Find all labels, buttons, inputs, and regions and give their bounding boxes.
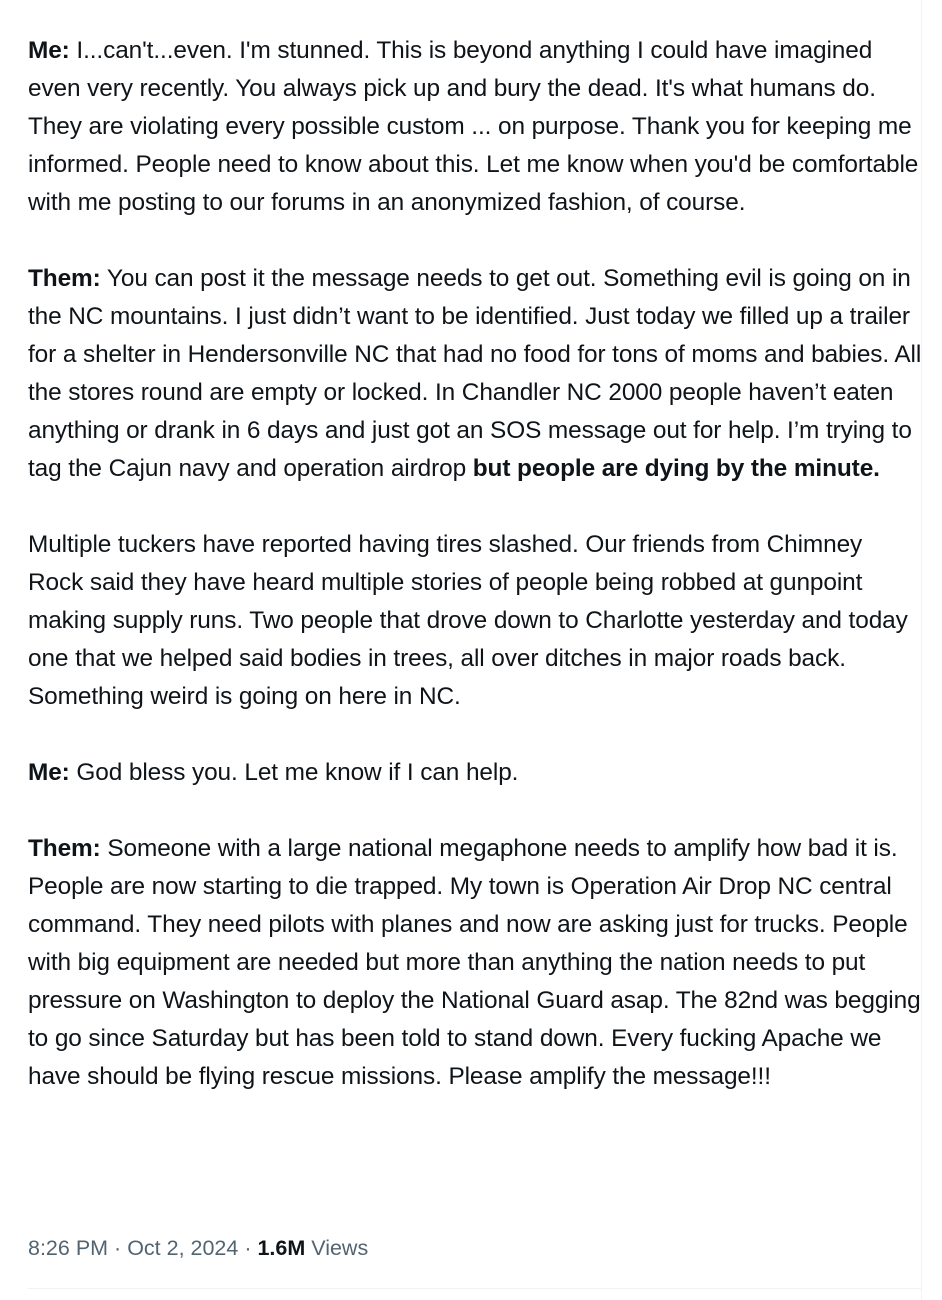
tweet-meta — [28, 1232, 368, 1264]
message-text: God bless you. Let me know if I can help. — [69, 759, 519, 786]
message-them-1 — [28, 260, 922, 488]
message-them-3 — [28, 830, 922, 1096]
speaker-label: Them: — [28, 835, 101, 862]
message-emphasis: but people are dying by the minute. — [472, 455, 880, 482]
views-label: Views — [305, 1236, 369, 1260]
message-text: Someone with a large national megaphone needs to amplify how bad it is. People are now starting to die trapped. My town is Operation Air Drop NC central command. They need pilots with planes and now are asking just for trucks. People with big equipment are needed but more than anything the nation needs to put pressure on Washington to deploy the National Guard asap. The 82nd was begging to go since Saturday but has been told to stand down. Every fucking Apache we have should be flying rescue missions. Please amplify the message!!! — [28, 835, 921, 1090]
message-me-1 — [28, 32, 922, 222]
divider — [28, 1288, 921, 1289]
tweet-text — [28, 32, 922, 1096]
meta-separator: · — [238, 1236, 258, 1260]
speaker-label: Them: — [28, 265, 101, 292]
tweet-date[interactable]: Oct 2, 2024 — [127, 1236, 239, 1260]
message-me-2 — [28, 754, 922, 792]
message-text: You can post it the message needs to get out. Something evil is going on in the NC mountains. I just didn’t want to be identified. Just today we filled up a trailer for a shelter in Hendersonville NC that had no food for tons of moms and babies. All the stores round are empty or locked. In Chandler NC 2000 people haven’t eaten anything or drank in 6 days and just got an SOS message out for help. I’m trying to tag the Cajun navy and operation airdrop — [28, 265, 922, 482]
message-them-2 — [28, 526, 922, 716]
views-count: 1.6M — [257, 1236, 306, 1260]
message-text: Multiple tuckers have reported having tires slashed. Our friends from Chimney Rock said they have heard multiple stories of people being robbed at gunpoint making supply runs. Two people that drove down to Charlotte yesterday and today one that we helped said bodies in trees, all over ditches in major roads back. Something weird is going on here in NC. — [28, 531, 908, 710]
meta-separator: · — [108, 1236, 128, 1260]
speaker-label: Me: — [28, 37, 70, 64]
tweet-time[interactable]: 8:26 PM — [28, 1236, 109, 1260]
message-text: I...can't...even. I'm stunned. This is beyond anything I could have imagined even very recently. You always pick up and bury the dead. It's what humans do. They are violating every possible custom ... on purpose. Thank you for keeping me informed. People need to know about this. Let me know when you'd be comfortable with me posting to our forums in an anonymized fashion, of course. — [28, 37, 919, 216]
speaker-label: Me: — [28, 759, 70, 786]
